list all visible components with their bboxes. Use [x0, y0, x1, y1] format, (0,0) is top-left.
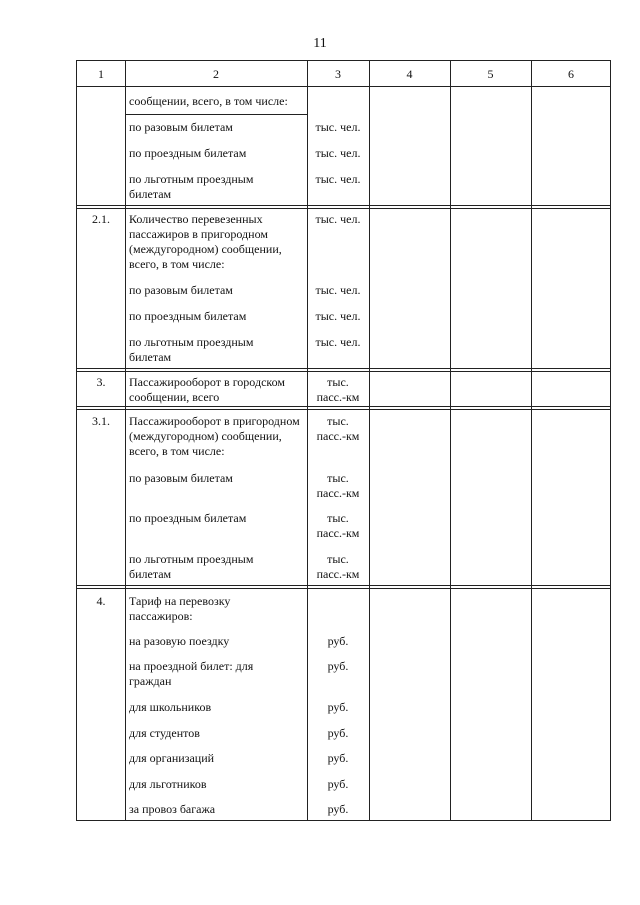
row-unit: тыс. чел. — [315, 146, 361, 160]
row-divider — [77, 371, 611, 372]
row-number: 2.1. — [92, 212, 110, 226]
row-label: по льготным проездным билетам — [129, 172, 254, 201]
row-divider — [77, 205, 611, 206]
row-unit: руб. — [327, 659, 349, 673]
row-unit: тыс. чел. — [315, 309, 361, 323]
row-number: 3. — [96, 375, 106, 389]
row-divider — [77, 585, 611, 586]
header-cell-1: 1 — [98, 67, 104, 81]
row-label: на проездной билет: для граждан — [129, 659, 254, 688]
row-unit: руб. — [327, 700, 349, 714]
row-label: Пассажирооборот в пригородном (междугородном) сообщении, всего, в том числе: — [129, 414, 300, 458]
row-divider — [77, 368, 611, 369]
column-divider — [307, 61, 308, 820]
row-unit: тыс. чел. — [315, 172, 361, 186]
row-label: по разовым билетам — [129, 471, 233, 485]
row-unit: руб. — [327, 777, 349, 791]
header-cell-6: 6 — [568, 67, 574, 81]
row-number: 4. — [96, 594, 106, 608]
row-unit: тыс. чел. — [315, 335, 361, 349]
row-unit: тыс. пасс.-км — [316, 511, 360, 540]
row-unit: тыс. чел. — [315, 120, 361, 134]
column-divider — [125, 61, 126, 820]
row-unit: тыс. пасс.-км — [316, 375, 360, 404]
row-label: по льготным проездным билетам — [129, 335, 254, 364]
row-label: по проездным билетам — [129, 309, 247, 323]
row-unit: тыс. пасс.-км — [316, 414, 360, 443]
row-label: по проездным билетам — [129, 511, 247, 525]
row-divider — [77, 406, 611, 407]
row-label: по разовым билетам — [129, 283, 233, 297]
row-label: за провоз багажа — [129, 802, 216, 816]
header-cell-2: 2 — [213, 67, 219, 81]
row-unit: руб. — [327, 802, 349, 816]
header-cell-3: 3 — [335, 67, 341, 81]
header-cell-4: 4 — [406, 67, 413, 81]
row-divider — [77, 86, 611, 87]
row-divider — [77, 208, 611, 209]
row-label: Тариф на перевозку пассажиров: — [129, 594, 231, 623]
row-divider — [77, 588, 611, 589]
row-unit: тыс. пасс.-км — [316, 552, 360, 581]
row-label: для льготников — [129, 777, 207, 791]
row-label: по льготным проездным билетам — [129, 552, 254, 581]
row-unit: руб. — [327, 726, 349, 740]
header-cell-5: 5 — [487, 67, 494, 81]
row-unit: руб. — [327, 634, 349, 648]
row-unit: тыс. пасс.-км — [316, 471, 360, 500]
row-unit: тыс. чел. — [315, 283, 361, 297]
row-label: для организаций — [129, 751, 215, 765]
column-divider — [450, 61, 451, 820]
column-divider — [369, 61, 370, 820]
row-unit: тыс. чел. — [315, 212, 361, 226]
row-divider — [77, 409, 611, 410]
row-label: Пассажирооборот в городском сообщении, всего — [129, 375, 285, 404]
page-number: 11 — [313, 36, 327, 51]
row-label: по разовым билетам — [129, 120, 233, 134]
row-unit: руб. — [327, 751, 349, 765]
data-table — [76, 60, 611, 821]
row-label: сообщении, всего, в том числе: — [129, 94, 288, 108]
row-label: для школьников — [129, 700, 212, 714]
column-divider — [531, 61, 532, 820]
row-label: для студентов — [129, 726, 200, 740]
row-number: 3.1. — [92, 414, 110, 428]
row-divider — [125, 114, 307, 115]
row-label: по проездным билетам — [129, 146, 247, 160]
row-label: Количество перевезенных пассажиров в пригородном (междугородном) сообщении, всего, в том числе: — [129, 212, 282, 271]
row-label: на разовую поездку — [129, 634, 230, 648]
